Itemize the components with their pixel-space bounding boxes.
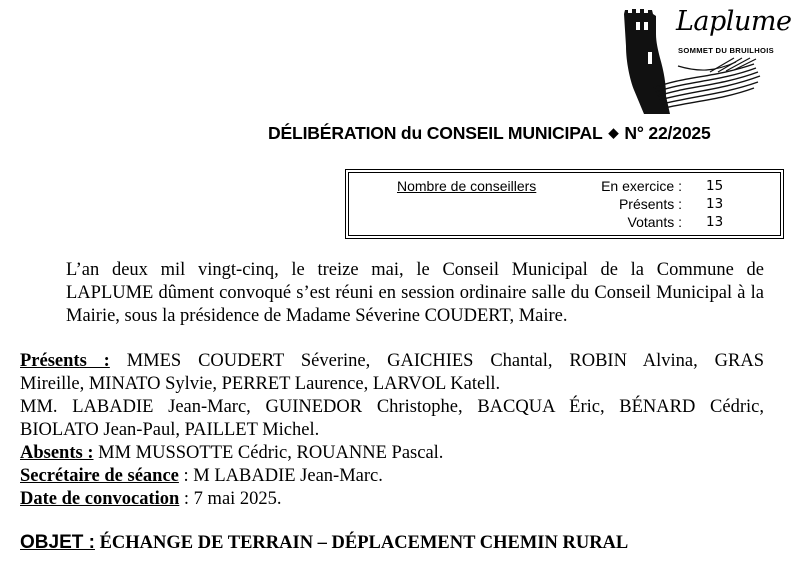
- intro-paragraph: [20, 259, 764, 328]
- secretary-line: [20, 465, 764, 488]
- counts-heading: Nombre de conseillers: [397, 178, 537, 194]
- councillors-count-box: [348, 172, 781, 236]
- presents-line: BIOLATO Jean-Paul, PAILLET Michel.: [20, 420, 320, 440]
- deliberation-number: N° 22/2025: [624, 123, 711, 143]
- intro-line: L’an deux mil vingt-cinq, le treize mai, le Conseil Municipal de la Commune de: [66, 260, 764, 280]
- count-label: En exercice :: [601, 178, 682, 194]
- secretary-value: : M LABADIE Jean-Marc.: [183, 466, 383, 486]
- count-row-votants: [349, 214, 780, 232]
- logo-name: Laplume: [676, 6, 792, 37]
- count-value: 15: [706, 178, 724, 194]
- diamond-separator-icon: ◆: [608, 125, 619, 140]
- count-row-exercice: [349, 178, 780, 196]
- count-row-presents: [349, 196, 780, 214]
- intro-line: Mairie, sous la présidence de Madame Séverine COUDERT, Maire.: [66, 306, 568, 326]
- presents-women: MMES COUDERT Séverine, GAICHIES Chantal, ROBIN Alvina, GRAS: [126, 351, 764, 371]
- count-value: 13: [706, 214, 724, 230]
- logo-tagline: SOMMET DU BRUILHOIS: [678, 46, 774, 55]
- absents-label: Absents :: [20, 443, 94, 463]
- absents-line: [20, 442, 764, 465]
- convocation-line: [20, 488, 764, 511]
- presents-line: Mireille, MINATO Sylvie, PERRET Laurence, LARVOL Katell.: [20, 374, 501, 394]
- objet-label: OBJET :: [20, 532, 95, 553]
- title-main: DÉLIBÉRATION du CONSEIL MUNICIPAL: [268, 123, 603, 143]
- presents-line: MM. LABADIE Jean-Marc, GUINEDOR Christophe, BACQUA Éric, BÉNARD Cédric,: [20, 397, 764, 417]
- intro-line: LAPLUME dûment convoqué s’est réuni en session ordinaire salle du Conseil Municipal à la: [66, 283, 764, 303]
- count-label: Présents :: [618, 196, 682, 212]
- convocation-label: Date de convocation: [20, 489, 180, 509]
- document-title: [268, 123, 711, 144]
- count-label: Votants :: [627, 214, 682, 230]
- presents-label: Présents :: [20, 351, 110, 371]
- absents-value: MM MUSSOTTE Cédric, ROUANNE Pascal.: [98, 443, 444, 463]
- secretary-label: Secrétaire de séance: [20, 466, 179, 486]
- objet-value: ÉCHANGE DE TERRAIN – DÉPLACEMENT CHEMIN RURAL: [99, 533, 629, 553]
- count-value: 13: [706, 196, 724, 212]
- presents-line: [20, 350, 764, 373]
- attendance-block: [20, 350, 764, 511]
- objet-line: [20, 532, 628, 554]
- commune-logo: [614, 2, 800, 120]
- convocation-value: : 7 mai 2025.: [183, 489, 282, 509]
